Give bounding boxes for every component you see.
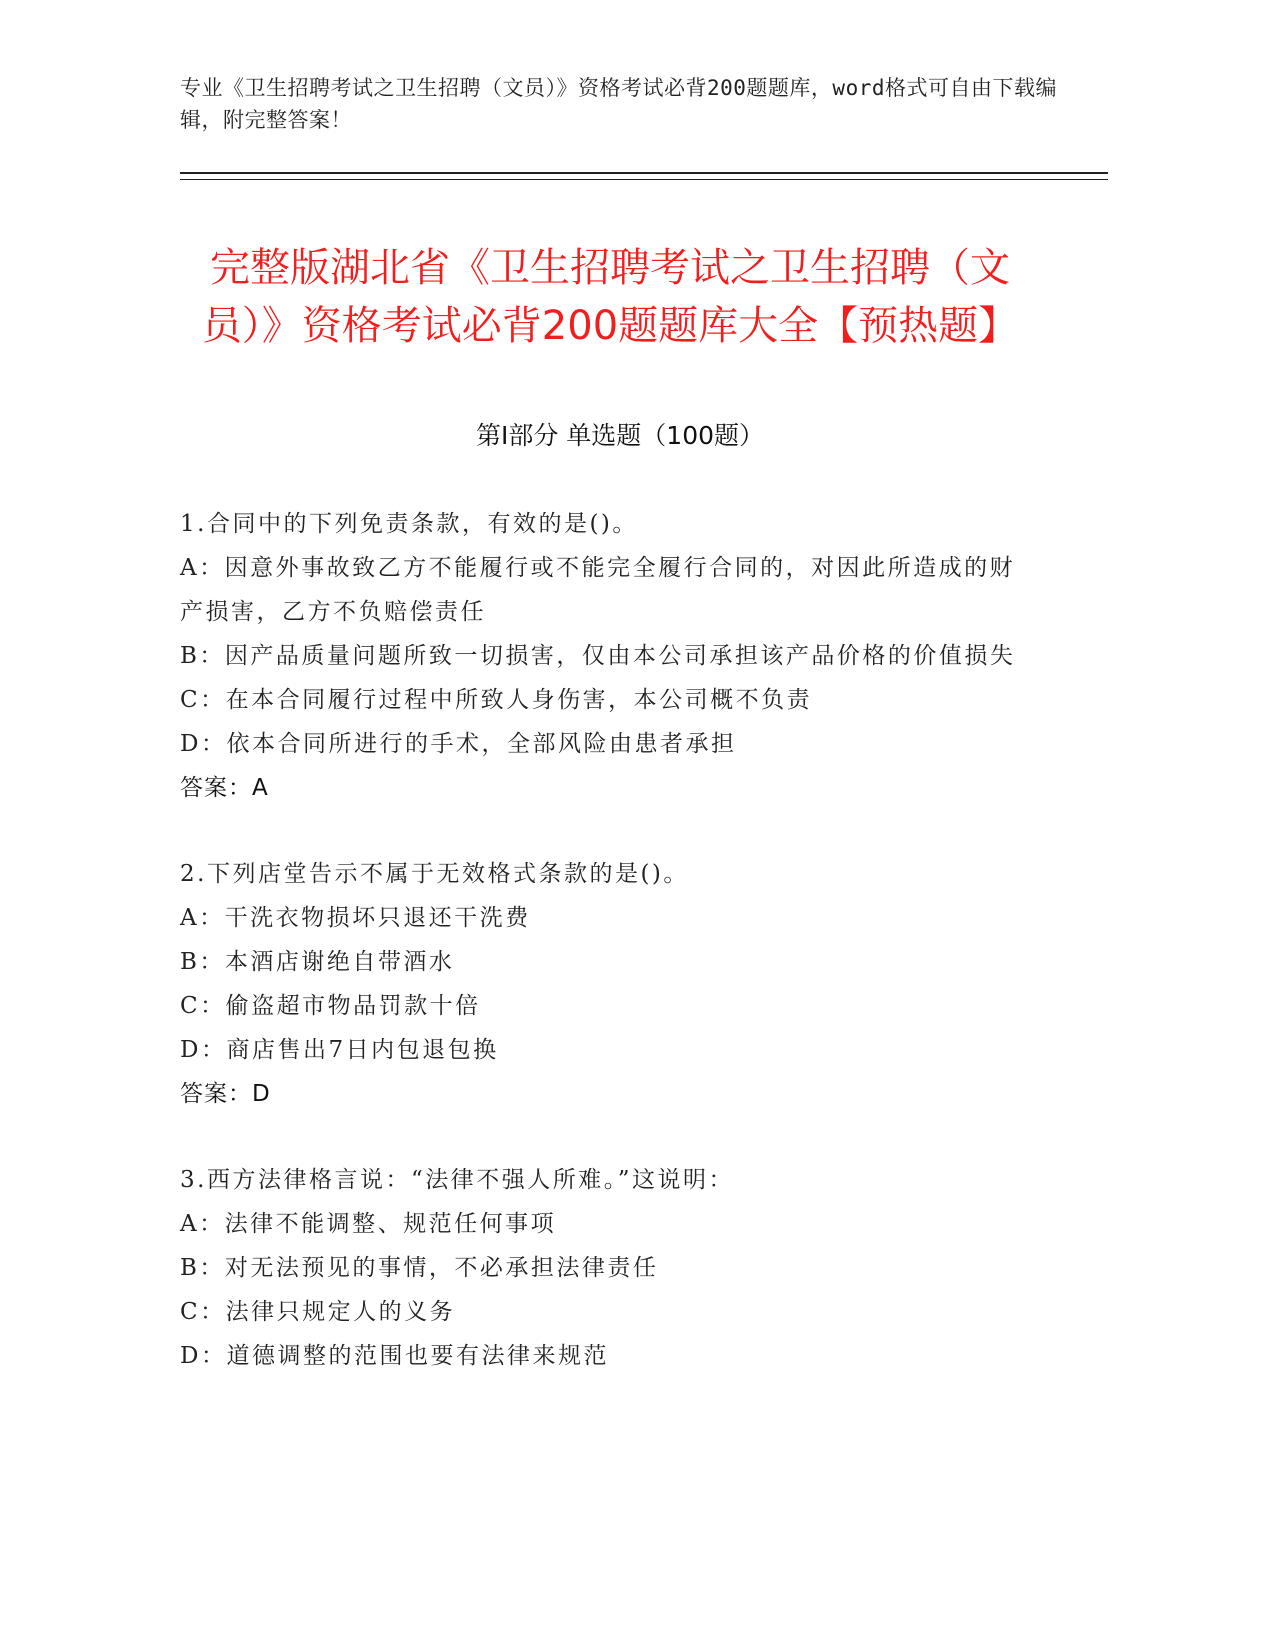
option-a: A：因意外事故致乙方不能履行或不能完全履行合同的，对因此所造成的财产损害，乙方不负赔偿责任 [180, 555, 1016, 625]
question-list [180, 502, 1040, 1420]
option-c: C：法律只规定人的义务 [180, 1299, 456, 1325]
answer-line: 答案：D [180, 1081, 271, 1107]
option-c: C：在本合同履行过程中所致人身伤害，本公司概不负责 [180, 687, 813, 713]
answer-line: 答案：A [180, 775, 269, 801]
question-stem: 2.下列店堂告示不属于无效格式条款的是()。 [180, 861, 689, 887]
option-b: B：本酒店谢绝自带酒水 [180, 949, 455, 975]
question-stem: 1.合同中的下列免责条款，有效的是()。 [180, 511, 638, 537]
option-b: B：对无法预见的事情，不必承担法律责任 [180, 1255, 659, 1281]
option-d: D：依本合同所进行的手术，全部风险由患者承担 [180, 731, 737, 757]
option-b: B：因产品质量问题所致一切损害，仅由本公司承担该产品价格的价值损失 [180, 643, 1016, 669]
document-title: 完整版湖北省《卫生招聘考试之卫生招聘（文员）》资格考试必背200题题库大全【预热题】 [201, 244, 1019, 349]
option-d: D：商店售出7日内包退包换 [180, 1037, 499, 1063]
question-item [180, 852, 1040, 1116]
question-stem: 3.西方法律格言说：“法律不强人所难。”这说明： [180, 1167, 734, 1193]
option-a: A：干洗衣物损坏只退还干洗费 [180, 905, 531, 931]
option-c: C：偷盗超市物品罚款十倍 [180, 993, 481, 1019]
question-item [180, 502, 1040, 810]
question-item [180, 1158, 1040, 1378]
option-d: D：道德调整的范围也要有法律来规范 [180, 1343, 609, 1369]
option-a: A：法律不能调整、规范任何事项 [180, 1211, 557, 1237]
header-note: 专业《卫生招聘考试之卫生招聘（文员）》资格考试必背200题题库，word格式可自由下载编辑，附完整答案！ [180, 76, 1057, 132]
header-divider-thin [180, 179, 1108, 180]
section-heading: 第I部分 单选题（100题） [475, 421, 765, 450]
header-divider-thick [180, 172, 1108, 174]
